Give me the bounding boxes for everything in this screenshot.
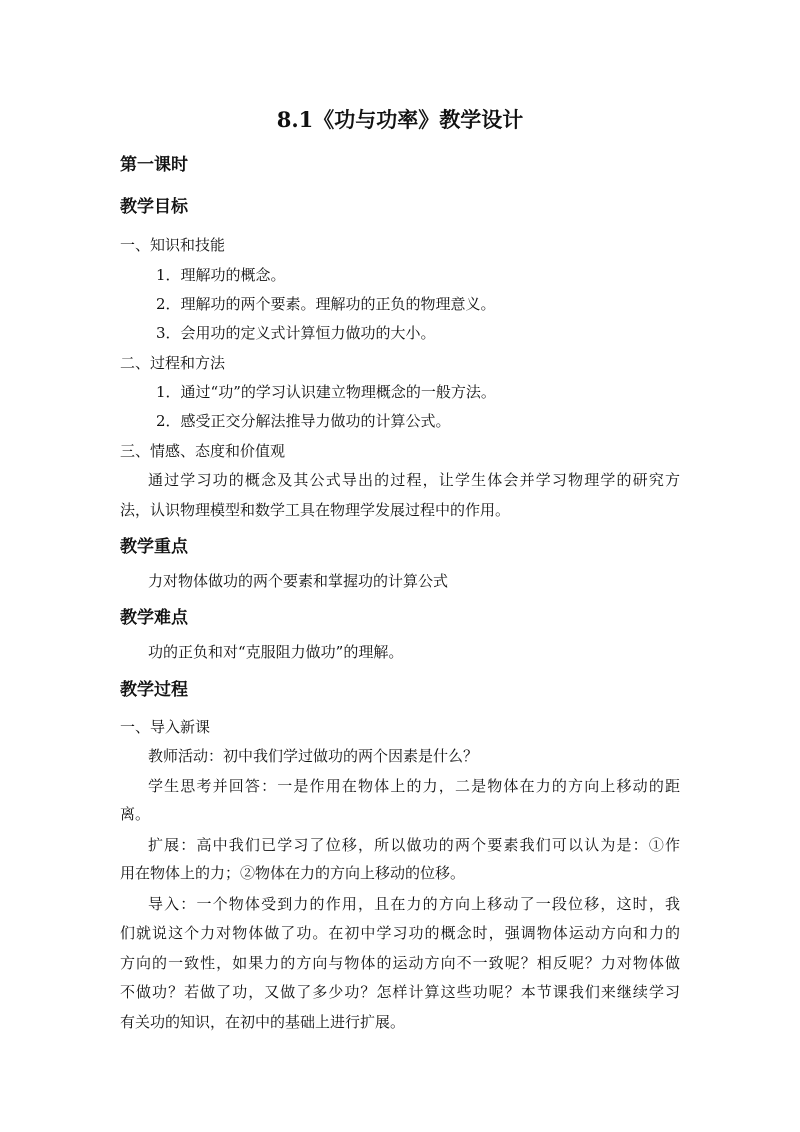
lead-in-line: 导入：一个物体受到力的作用，且在力的方向上移动了一段位移，这时，我 (148, 895, 680, 913)
student-answer-line: 学生思考并回答：一是作用在物体上的力，二是物体在力的方向上移动的距 (148, 777, 680, 795)
emotion-line: 通过学习功的概念及其公式导出的过程，让学生体会并学习物理学的研究方 (148, 471, 680, 489)
knowledge-item: 2．理解功的两个要素。理解功的正负的物理意义。 (156, 295, 496, 313)
page-title: 8.1《功与功率》教学设计 (276, 107, 524, 132)
extension-line: 扩展：高中我们已学习了位移，所以做功的两个要素我们可以认为是：①作 (148, 836, 680, 854)
lead-in-line: 有关功的知识，在初中的基础上进行扩展。 (120, 1013, 406, 1031)
lead-in-line: 不做功？若做了功，又做了多少功？怎样计算这些功呢？本节课我们来继续学习 (120, 983, 680, 1001)
knowledge-title: 一、知识和技能 (120, 236, 226, 254)
process-heading: 教学过程 (120, 680, 188, 700)
key-points-text: 力对物体做功的两个要素和掌握功的计算公式 (148, 572, 449, 590)
difficulties-heading: 教学难点 (120, 608, 188, 628)
lead-in-line: 们就说这个力对物体做了功。在初中学习功的概念时，强调物体运动方向和力的 (120, 924, 680, 942)
objectives-heading: 教学目标 (120, 197, 188, 217)
key-points-heading: 教学重点 (120, 537, 188, 557)
process-method-title: 二、过程和方法 (120, 354, 226, 372)
knowledge-item: 3．会用功的定义式计算恒力做功的大小。 (156, 324, 436, 342)
student-answer-line: 离。 (120, 805, 151, 823)
teacher-activity: 教师活动：初中我们学过做功的两个因素是什么？ (148, 747, 479, 765)
extension-line: 用在物体上的力；②物体在力的方向上移动的位移。 (120, 864, 466, 882)
process-method-item: 2．感受正交分解法推导力做功的计算公式。 (156, 412, 451, 430)
lead-in-line: 方向的一致性，如果力的方向与物体的运动方向不一致呢？相反呢？力对物体做 (120, 954, 680, 972)
process-method-item: 1．通过“功”的学习认识建立物理概念的一般方法。 (156, 383, 496, 401)
intro-title: 一、导入新课 (120, 718, 211, 736)
emotion-line: 法，认识物理模型和数学工具在物理学发展过程中的作用。 (120, 501, 511, 519)
knowledge-item: 1．理解功的概念。 (156, 266, 286, 284)
difficulties-text: 功的正负和对“克服阻力做功”的理解。 (148, 643, 404, 661)
emotion-title: 三、情感、态度和价值观 (120, 442, 286, 460)
lesson-heading: 第一课时 (120, 155, 188, 175)
